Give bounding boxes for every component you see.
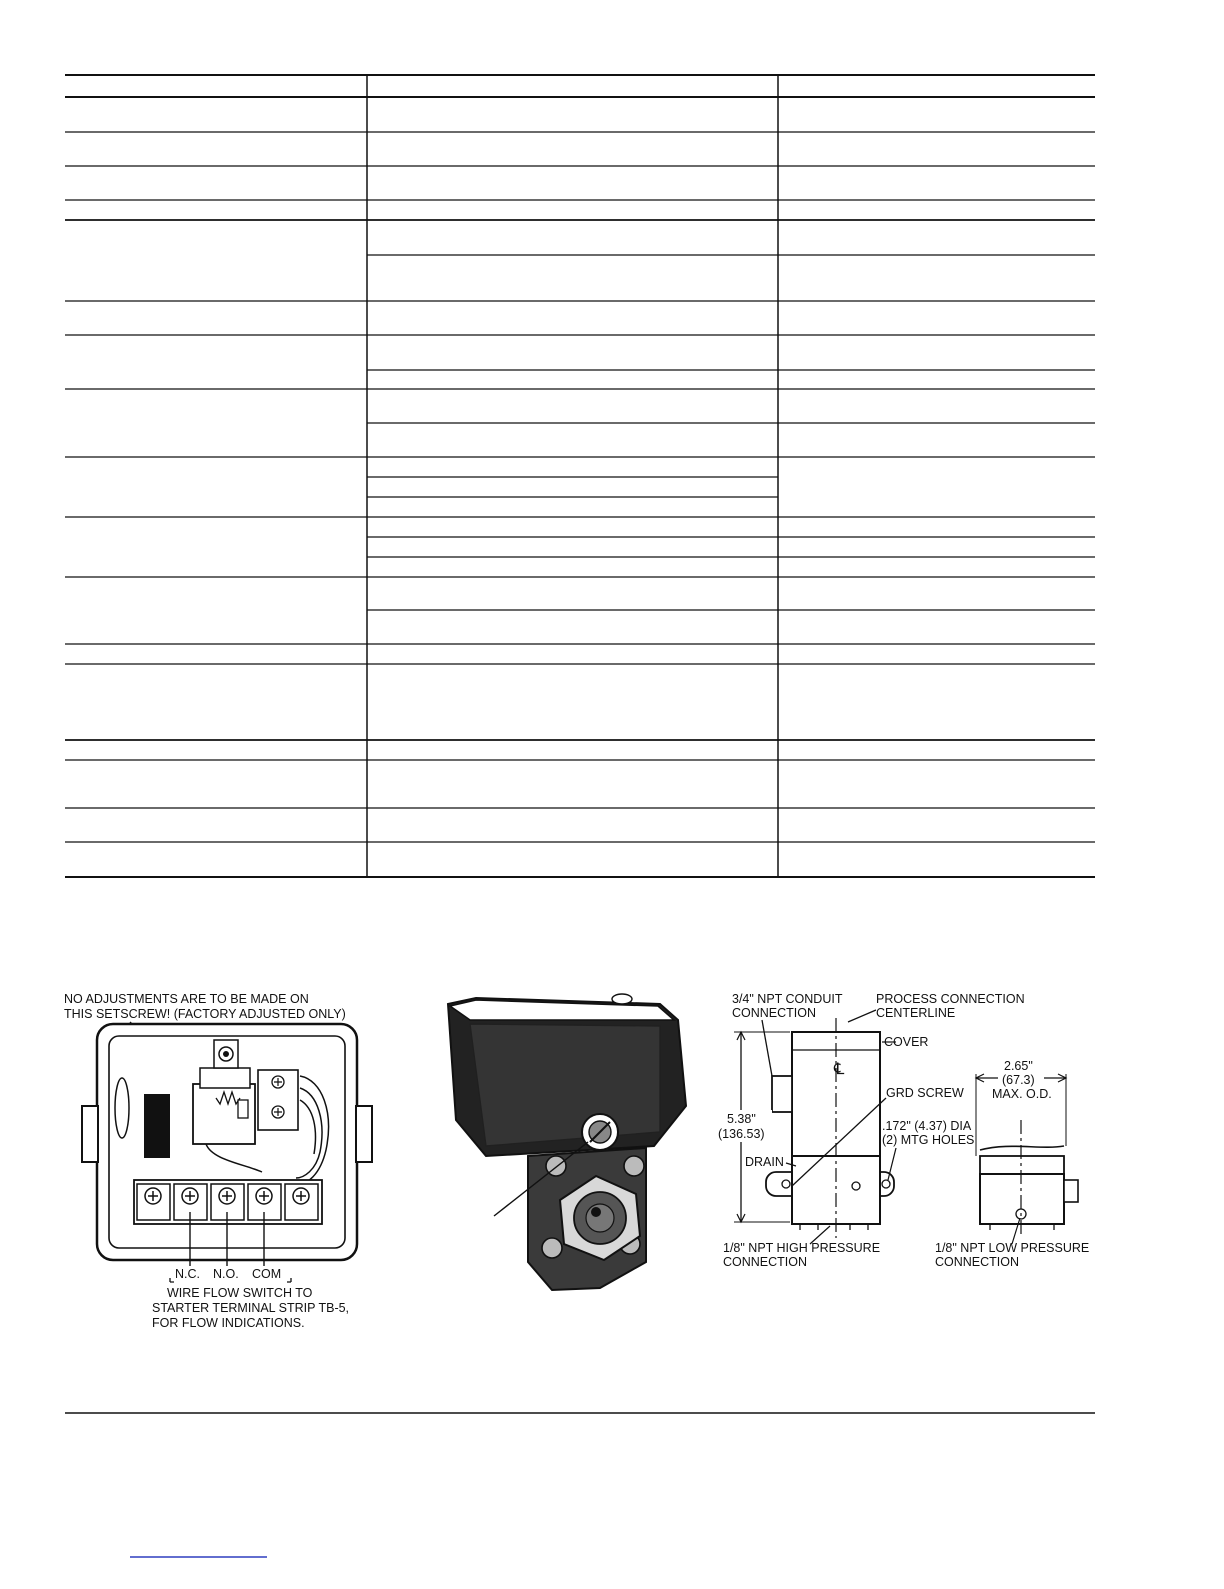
switch-interior-figure [64, 992, 372, 1330]
conduit-label-line2: CONNECTION [732, 1006, 817, 1020]
conduit-label-line1: 3/4" NPT CONDUIT [732, 992, 843, 1006]
centerline-mark: ℄ [834, 1061, 845, 1078]
wire-note-line1: WIRE FLOW SWITCH TO [167, 1286, 313, 1300]
low-pressure-line2: CONNECTION [935, 1255, 1020, 1269]
height-inch-label: 5.38" [727, 1112, 756, 1126]
width-inch-label: 2.65" [1004, 1059, 1033, 1073]
wire-note-line3: FOR FLOW INDICATIONS. [152, 1316, 305, 1330]
spec-table [65, 75, 1095, 877]
dimension-drawing [714, 992, 1089, 1269]
low-pressure-line1: 1/8" NPT LOW PRESSURE [935, 1241, 1090, 1255]
switch-window [144, 1094, 170, 1158]
high-pressure-line1: 1/8" NPT HIGH PRESSURE [723, 1241, 881, 1255]
switch-exterior-figure [448, 994, 686, 1290]
terminal-no-label: N.O. [213, 1267, 239, 1281]
grd-screw-label: GRD SCREW [886, 1086, 964, 1100]
mtg-holes-line1: .172" (4.37) DIA [882, 1119, 972, 1133]
width-note-label: MAX. O.D. [992, 1087, 1052, 1101]
setscrew-callout-line1: NO ADJUSTMENTS ARE TO BE MADE ON [64, 992, 309, 1006]
wire-note-line2: STARTER TERMINAL STRIP TB-5, [152, 1301, 350, 1315]
width-mm-label: (67.3) [1002, 1073, 1035, 1087]
terminal-nc-label: N.C. [175, 1267, 200, 1281]
process-label-line1: PROCESS CONNECTION [876, 992, 1025, 1006]
dim-end-view-cap [980, 1156, 1064, 1174]
drain-label: DRAIN [745, 1155, 784, 1169]
process-label-line2: CENTERLINE [876, 1006, 956, 1020]
cover-label: COVER [884, 1035, 929, 1049]
terminal-com-label: COM [252, 1267, 282, 1281]
high-pressure-line2: CONNECTION [723, 1255, 808, 1269]
mtg-holes-line2: (2) MTG HOLES [882, 1133, 975, 1147]
height-mm-label: (136.53) [718, 1127, 765, 1141]
setscrew-callout-line2: THIS SETSCREW! (FACTORY ADJUSTED ONLY) [64, 1007, 346, 1021]
